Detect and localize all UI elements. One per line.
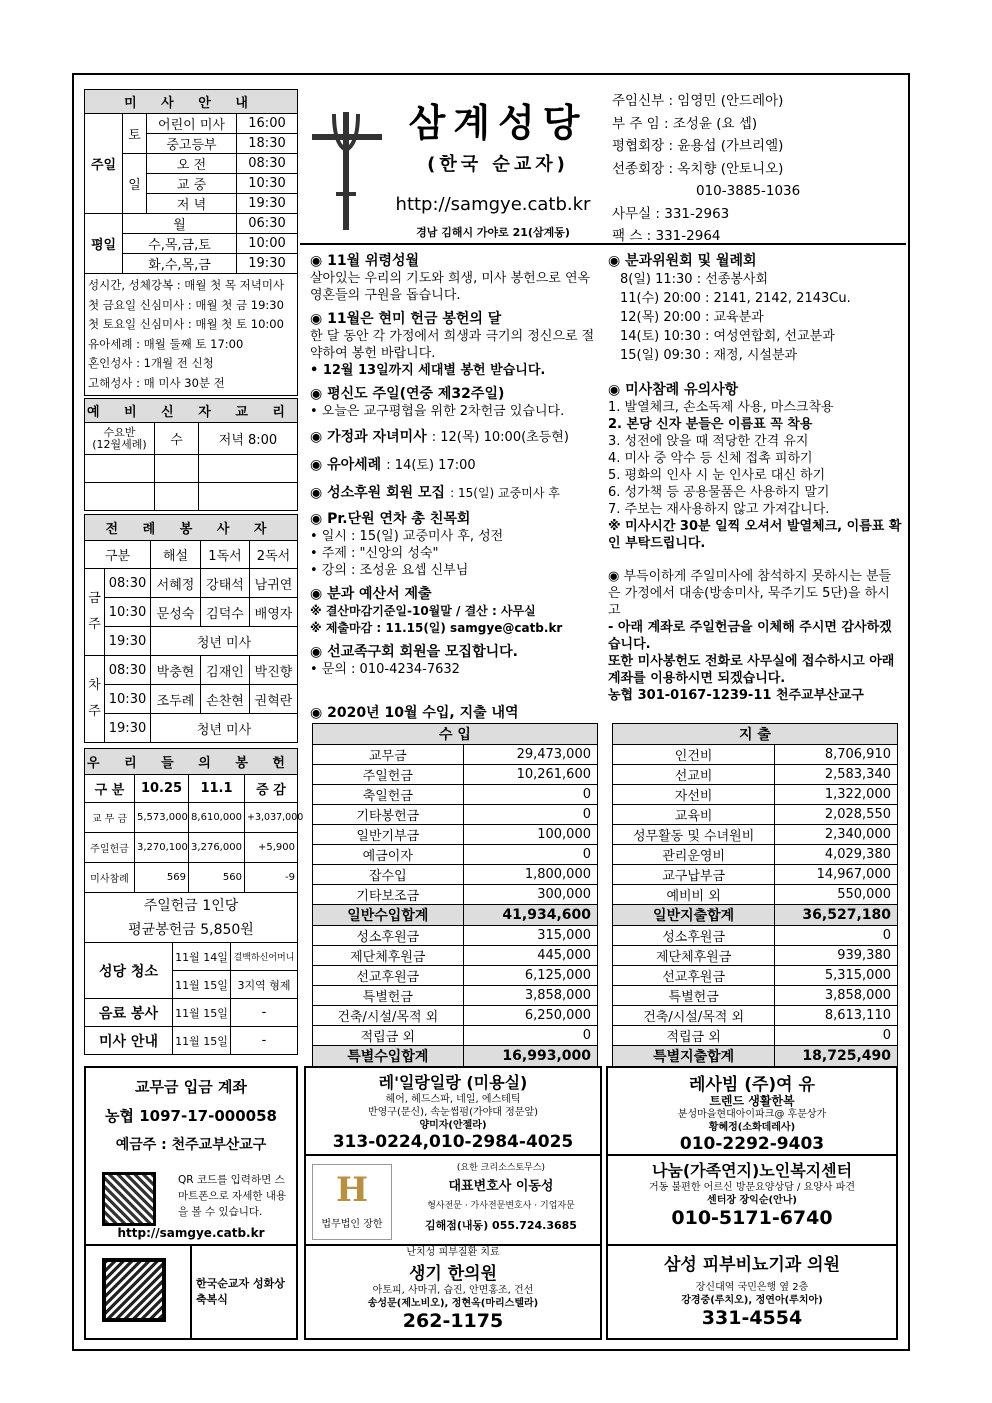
finance-item: 주일헌금 bbox=[313, 765, 464, 785]
col-head: 2독서 bbox=[250, 541, 298, 569]
ad-clinic bbox=[304, 1246, 602, 1340]
mass-name: 중고등부 bbox=[147, 134, 237, 154]
mass-time: 19:30 bbox=[237, 254, 298, 274]
server: 조두례 bbox=[151, 685, 201, 714]
finance-item: 선교후원금 bbox=[313, 966, 464, 986]
office-phone: 사무실 : 331-2963 bbox=[612, 205, 730, 222]
staff: 선종회장 : 옥치향 (안토니오) bbox=[612, 160, 784, 177]
caution-row: 3. 성전에 앉을 때 적당한 간격 유지 bbox=[608, 434, 809, 449]
ad-owner: 황혜정(소화데레사) bbox=[708, 1122, 796, 1133]
finance-amount: 3,858,000 bbox=[463, 986, 597, 1006]
law-logo-text: 법무법인 장한 bbox=[321, 1219, 383, 1230]
finance-item: 선교후원금 bbox=[613, 966, 775, 986]
notice-title: 11월은 현미 헌금 봉헌의 달 bbox=[327, 311, 502, 327]
qr-description: QR 코드를 입력하면 스마트폰으로 자세한 내용을 볼 수 있습니다. bbox=[178, 1174, 287, 1218]
server: 권혁란 bbox=[250, 685, 298, 714]
committee-row: 15(일) 09:30 : 재정, 시설분과 bbox=[620, 348, 798, 363]
account-number: 농협 1097-17-000058 bbox=[105, 1107, 277, 1125]
offering-value: 5,573,000 bbox=[135, 803, 189, 833]
ad-welfare bbox=[606, 1156, 898, 1246]
col-head: 증 감 bbox=[245, 775, 298, 803]
fax: 팩 스 : 331-2964 bbox=[612, 228, 721, 244]
finance-amount: 0 bbox=[775, 1026, 898, 1046]
mass-time: 10:30 bbox=[237, 174, 298, 194]
finance-amount: 550,000 bbox=[775, 885, 898, 905]
ad-desc: 헤어, 헤드스파, 네일, 에스테틱 bbox=[385, 1094, 521, 1105]
mass-time: 19:30 bbox=[237, 194, 298, 214]
finance-item: 기타봉헌금 bbox=[313, 805, 464, 825]
server: 남귀연 bbox=[250, 569, 298, 598]
server: 강태석 bbox=[201, 569, 250, 598]
notice-title: 평신도 주일(연중 제32주일) bbox=[327, 386, 505, 402]
mass-name: 어린이 미사 bbox=[147, 114, 237, 134]
time: 10:30 bbox=[105, 598, 151, 627]
server: 손찬현 bbox=[201, 685, 250, 714]
ad-law bbox=[304, 1156, 602, 1246]
qr-caption: 한국순교자 성화상 축복식 bbox=[196, 1277, 285, 1306]
finance-item: 성소후원금 bbox=[313, 926, 464, 946]
caution-title: 미사참례 유의사항 bbox=[625, 382, 739, 398]
ad-desc: 난치성 피부질환 치료 bbox=[406, 1247, 500, 1258]
notice-body: • 12월 13일까지 세대별 봉헌 받습니다. bbox=[310, 363, 546, 378]
finance-amount: 300,000 bbox=[463, 885, 597, 905]
finance-item: 일반지출합계 bbox=[613, 905, 775, 926]
income-head: 수 입 bbox=[313, 724, 598, 745]
notice-title: 성소후원 회원 모집 bbox=[327, 485, 446, 501]
col-head: 해설 bbox=[151, 541, 201, 569]
committee-row: 8(일) 11:30 : 선종봉사회 bbox=[620, 272, 769, 287]
server: 김재인 bbox=[201, 656, 250, 685]
staff: 부 주 임 : 조성윤 (요 셉) bbox=[612, 115, 758, 132]
finance-amount: 41,934,600 bbox=[463, 905, 597, 926]
note: 성시간, 성체강복 : 매월 첫 목 저녁미사 bbox=[88, 278, 285, 292]
committee-title: 분과위원회 및 월례회 bbox=[625, 253, 757, 269]
finance-amount: 939,380 bbox=[775, 946, 898, 966]
mass-time: 10:00 bbox=[237, 234, 298, 254]
notice-title: Pr.단원 연차 총 친목회 bbox=[327, 511, 471, 527]
class-time: 저녁 8:00 bbox=[199, 423, 298, 455]
finance-amount: 1,800,000 bbox=[463, 865, 597, 885]
notice-body: 살아있는 우리의 기도와 희생, 미사 봉헌으로 연옥 영혼들의 구원을 돕습니다. bbox=[310, 271, 591, 303]
cleaning-team: 3지역 형제 bbox=[231, 971, 298, 999]
finance-item: 특별헌금 bbox=[613, 986, 775, 1006]
committee-row: 12(목) 20:00 : 교육분과 bbox=[620, 310, 764, 325]
staff-phone: 010-3885-1036 bbox=[696, 183, 801, 199]
account-owner: 예금주 : 천주교부산교구 bbox=[115, 1137, 267, 1153]
mass-name: 월 bbox=[123, 214, 237, 234]
finance-amount: 6,125,000 bbox=[463, 966, 597, 986]
finance-amount: 2,028,550 bbox=[775, 805, 898, 825]
finance-amount: 0 bbox=[463, 1026, 597, 1046]
header-divider bbox=[300, 243, 906, 245]
caution-row: 4. 미사 중 악수 등 신체 접촉 피하기 bbox=[608, 451, 813, 466]
ad-desc: 장신대역 국민은행 옆 2층 bbox=[695, 1282, 809, 1293]
cleaning-date: 11월 15일 bbox=[173, 971, 231, 999]
cleaning-team: 걸백하신어머니 bbox=[231, 943, 298, 971]
finance-amount: 10,261,600 bbox=[463, 765, 597, 785]
church-name: 삼계성당 bbox=[408, 101, 588, 145]
notice-title: 11월 위령성월 bbox=[327, 253, 420, 269]
class-weekday: 수 bbox=[155, 423, 199, 455]
mass-name: 저 녁 bbox=[147, 194, 237, 214]
notice-body: • 문의 : 010-4234-7632 bbox=[310, 662, 460, 677]
drink-label: 음료 봉사 bbox=[85, 999, 173, 1027]
committee-row: 11(수) 20:00 : 2141, 2142, 2143Cu. bbox=[620, 291, 851, 306]
finance-item: 특별수입합계 bbox=[313, 1046, 464, 1067]
class-day: 수요반 bbox=[103, 425, 136, 439]
notice-body: : 14(토) 17:00 bbox=[386, 458, 476, 473]
finance-item: 예비비 외 bbox=[613, 885, 775, 905]
committee-row: 14(토) 10:30 : 여성연합회, 선교분과 bbox=[620, 329, 835, 344]
finance-item: 교육비 bbox=[613, 805, 775, 825]
sun-label: 일 bbox=[123, 154, 147, 214]
finance-item: 특별지출합계 bbox=[613, 1046, 775, 1067]
note: 첫 토요일 신심미사 : 매월 첫 토 10:00 bbox=[88, 317, 284, 331]
caution-row: 5. 평화의 인사 시 눈 인사로 대신 하기 bbox=[608, 468, 826, 483]
offering-value: 8,610,000 bbox=[189, 803, 245, 833]
mass-schedule bbox=[84, 89, 298, 396]
mass-time: 18:30 bbox=[237, 134, 298, 154]
ad-owner: 센터장 장익순(안나) bbox=[707, 1195, 797, 1206]
catechumen-title: 예 비 신 자 교 리 bbox=[85, 399, 298, 423]
server: 김덕수 bbox=[201, 598, 250, 627]
time: 10:30 bbox=[105, 685, 151, 714]
qr-code-icon[interactable] bbox=[102, 1172, 156, 1226]
server: 문성숙 bbox=[151, 598, 201, 627]
finance-item: 특별헌금 bbox=[313, 986, 464, 1006]
offering-change: +5,900 bbox=[245, 833, 298, 863]
qr-box bbox=[84, 1246, 298, 1340]
mass-name: 수,목,금,토 bbox=[123, 234, 237, 254]
finance-item: 교구납부금 bbox=[613, 865, 775, 885]
finance-amount: 6,250,000 bbox=[463, 1006, 597, 1026]
offering-change: -9 bbox=[245, 863, 298, 893]
finance-amount: 16,993,000 bbox=[463, 1046, 597, 1067]
ad-desc: 형사전문 · 가사전문변호사 · 기업자문 bbox=[427, 1201, 575, 1211]
time: 08:30 bbox=[105, 569, 151, 598]
finance-amount: 0 bbox=[775, 926, 898, 946]
offering-value: 569 bbox=[135, 863, 189, 893]
church-subtitle: (한국 순교자) bbox=[427, 154, 569, 175]
finance-amount: 445,000 bbox=[463, 946, 597, 966]
notice-body: : 12(목) 10:00(초등현) bbox=[431, 430, 569, 445]
finance-item: 건축/시설/목적 외 bbox=[313, 1006, 464, 1026]
ad-phone: 010-5171-6740 bbox=[671, 1207, 833, 1229]
notice-body: ※ 제출마감 : 11.15(일) samgye@catb.kr bbox=[310, 621, 563, 635]
note: 고해성사 : 매 미사 30분 전 bbox=[88, 375, 225, 390]
finance-item: 교무금 bbox=[313, 745, 464, 765]
ad-title: 레'일랑일랑 (미용실) bbox=[378, 1073, 528, 1092]
ad-title: 나눔(가족연지)노인복지센터 bbox=[651, 1161, 853, 1180]
ad-desc: 분성마을현대아이파크@ 후문상가 bbox=[677, 1109, 827, 1120]
finance-amount: 8,613,110 bbox=[775, 1006, 898, 1026]
finance-amount: 0 bbox=[463, 805, 597, 825]
finance-item: 일반기부금 bbox=[313, 825, 464, 845]
finance-item: 제단체후원금 bbox=[613, 946, 775, 966]
finance-amount: 14,967,000 bbox=[775, 865, 898, 885]
server: 배영자 bbox=[250, 598, 298, 627]
ad-phone: 313-0224,010-2984-4025 bbox=[332, 1132, 574, 1152]
offering-change: +3,037,000 bbox=[245, 803, 298, 833]
offering-row: 주일헌금 bbox=[85, 833, 135, 863]
caution-row: 1. 발열체크, 손소독제 사용, 마스크착용 bbox=[608, 400, 834, 415]
finance-amount: 18,725,490 bbox=[775, 1046, 898, 1067]
finance-amount: 2,340,000 bbox=[775, 825, 898, 845]
finance-amount: 8,706,910 bbox=[775, 745, 898, 765]
notice-body: • 오늘은 교구평협을 위한 2차헌금 있습니다. bbox=[310, 404, 565, 419]
ad-hanbok bbox=[606, 1066, 898, 1156]
online-notice: 또한 미사봉헌도 전화로 사무실에 접수하시고 아래 계좌를 이용하시면 되겠습니다. bbox=[608, 654, 895, 686]
finance-amount: 100,000 bbox=[463, 825, 597, 845]
ad-phone: 010-2292-9403 bbox=[679, 1134, 825, 1154]
mass-name: 오 전 bbox=[147, 154, 237, 174]
ad-title: 생기 한의원 bbox=[408, 1264, 498, 1284]
offering-value: 3,276,000 bbox=[189, 833, 245, 863]
finance-amount: 1,322,000 bbox=[775, 785, 898, 805]
time: 19:30 bbox=[105, 627, 151, 656]
offering-row: 교 무 금 bbox=[85, 803, 135, 833]
expense-head: 지 출 bbox=[613, 724, 898, 745]
finance-amount: 36,527,180 bbox=[775, 905, 898, 926]
col-head: 11.1 bbox=[189, 775, 245, 803]
offering-row: 미사참례 bbox=[85, 863, 135, 893]
ad-dermatology bbox=[606, 1246, 898, 1340]
mass-name: 화,수,목,금 bbox=[123, 254, 237, 274]
finance-item: 일반수입합계 bbox=[313, 905, 464, 926]
finance-amount: 315,000 bbox=[463, 926, 597, 946]
notice-title: 선교족구회 회원을 모집합니다. bbox=[327, 644, 518, 660]
guide-team: - bbox=[231, 1027, 298, 1055]
finance-item: 제단체후원금 bbox=[313, 946, 464, 966]
time: 08:30 bbox=[105, 656, 151, 685]
ad-desc: (요한 크리소스토무스) bbox=[456, 1163, 546, 1173]
caution-row: 2. 본당 신자 분들은 이름표 꼭 착용 bbox=[608, 417, 813, 432]
finance-item: 기타보조금 bbox=[313, 885, 464, 905]
right-notices: ◉ 분과위원회 및 월례회 8(일) 11:30 : 선종봉사회 11(수) 20:00 : 2141, 2142, 2143Cu. 12(목) 20:00 : 교육분과 14(토) 10:30 : 여성연합회, 선교분과 15(일) 09:30 : 재정, 시설분과 ◉ 미사참례 유의사항 1. 발열체크, 손소독제 사용, 마스크착용 2. 본당 신자 분들은 이름표 꼭 착용 3. 성전에 앉을 때 적당한 간격 유지 4. 미사 중 악수 등 신체 접촉 피하기 5. 평화의 인사 시 눈 인사로 대신 하기 6. 성가책 등 공용물품은 사용하지 말기 7. 주보는 재사용하지 않고 가져갑니다. ※ 미사시간 30분 일찍 오셔서 발열체크, 이름표 확인 부탁드립니다. ◉ 부득이하게 주일미사에 참석하지 못하시는 분들은 가정에서 대송(방송미사, 묵주기도 5단)을 하시고 - 아래 계좌로 주일헌금을 이체해 주시면 감사하겠습니다. 또한 미사봉헌도 전화로 사무실에 접수하시고 아래 계좌를 이용하시면 되겠습니다. 농협 301-0167-1239-11 천주교부산교구 bbox=[608, 253, 902, 703]
staff-list bbox=[612, 90, 902, 248]
notice-title: 유아세례 bbox=[327, 457, 382, 473]
staff: 주임신부 : 임영민 (안드레아) bbox=[612, 93, 784, 109]
avg-line1: 주일헌금 1인당 bbox=[143, 897, 239, 914]
church-address: 경남 김해시 가야로 21(삼계동) bbox=[416, 226, 570, 239]
youth-mass: 청년 미사 bbox=[151, 714, 298, 743]
caution-note: ※ 미사시간 30분 일찍 오셔서 발열체크, 이름표 확인 부탁드립니다. bbox=[608, 519, 902, 551]
notice-title: 가정과 자녀미사 bbox=[327, 429, 427, 445]
notice-body: ※ 결산마감기준일-10월말 / 결산 : 사무실 bbox=[310, 604, 536, 618]
time: 19:30 bbox=[105, 714, 151, 743]
finance-amount: 5,315,000 bbox=[775, 966, 898, 986]
finance-item: 건축/시설/목적 외 bbox=[613, 1006, 775, 1026]
notice-title: 분과 예산서 제출 bbox=[327, 586, 432, 602]
site-url[interactable]: http://samgye.catb.kr bbox=[117, 1226, 265, 1240]
ad-phone: 262-1175 bbox=[402, 1310, 504, 1332]
offering-value: 3,270,100 bbox=[135, 833, 189, 863]
income-table bbox=[312, 723, 598, 1067]
col-head: 1독서 bbox=[201, 541, 250, 569]
notice-body: 한 달 동안 각 가정에서 희생과 극기의 정신으로 절약하여 봉헌 바랍니다. bbox=[310, 329, 595, 361]
offering-table bbox=[84, 748, 304, 1055]
server: 박진향 bbox=[250, 656, 298, 685]
note: 첫 금요일 신심미사 : 매월 첫 금 19:30 bbox=[88, 297, 284, 312]
server: 박충현 bbox=[151, 656, 201, 685]
finance-item: 인건비 bbox=[613, 745, 775, 765]
finance-item: 성무활동 및 수녀원비 bbox=[613, 825, 775, 845]
drink-team: - bbox=[231, 999, 298, 1027]
note: 유아세례 : 매월 둘째 토 17:00 bbox=[88, 336, 244, 351]
ad-desc: 거동 불편한 어르신 방문요양상담 / 요양사 파견 bbox=[649, 1182, 855, 1193]
caution-row: 7. 주보는 재사용하지 않고 가져갑니다. bbox=[608, 502, 830, 517]
note: 혼인성사 : 1개월 전 신청 bbox=[88, 356, 214, 370]
ad-desc: 아토피, 사마귀, 습진, 안면홍조, 건선 bbox=[372, 1285, 534, 1296]
ad-owner: 강경중(루치오), 정연아(루치아) bbox=[681, 1295, 823, 1306]
avg-line2: 평균봉헌금 5,850원 bbox=[128, 921, 254, 938]
finance-item: 자선비 bbox=[613, 785, 775, 805]
sat-label: 토 bbox=[123, 114, 147, 154]
ad-salon bbox=[304, 1066, 602, 1156]
next-week: 차주 bbox=[85, 656, 105, 743]
account-box bbox=[84, 1066, 298, 1246]
ad-desc: 반영구(문신), 속눈썹펌(가야대 정문앞) bbox=[367, 1107, 539, 1118]
mass-notes bbox=[84, 274, 298, 396]
sunday-label: 주일 bbox=[85, 114, 123, 214]
caution-row: 6. 성가책 등 공용물품은 사용하지 말기 bbox=[608, 485, 830, 500]
col-head: 구분 bbox=[85, 541, 151, 569]
notice-body: • 주제 : "신앙의 성숙" bbox=[310, 546, 439, 561]
offering-title: 우 리 들 의 봉 헌 bbox=[85, 749, 298, 775]
notice-body: : 15(일) 교중미사 후 bbox=[450, 486, 560, 500]
ad-owner: 송성문(제노비오), 정현옥(마리스텔라) bbox=[367, 1298, 539, 1309]
cleaning-date: 11월 14일 bbox=[173, 943, 231, 971]
finance-item: 선교비 bbox=[613, 765, 775, 785]
finance-amount: 0 bbox=[463, 845, 597, 865]
ad-phone: 331-4554 bbox=[701, 1307, 803, 1329]
staff: 평협회장 : 윤용섭 (가브리엘) bbox=[612, 138, 784, 154]
church-url[interactable]: http://samgye.catb.kr bbox=[395, 194, 591, 215]
online-notice: ◉ 부득이하게 주일미사에 참석하지 못하시는 분들은 가정에서 대송(방송미사, 묵주기도 5단)을 하시고 bbox=[608, 569, 892, 618]
ad-title: 레사빔 (주)여 유 bbox=[689, 1075, 815, 1095]
finance-item: 잡수입 bbox=[313, 865, 464, 885]
bank-account: 농협 301-0167-1239-11 천주교부산교구 bbox=[608, 688, 864, 703]
finance-amount: 3,858,000 bbox=[775, 986, 898, 1006]
guide-label: 미사 안내 bbox=[85, 1027, 173, 1055]
finance-amount: 4,029,380 bbox=[775, 845, 898, 865]
drink-date: 11월 15일 bbox=[173, 999, 231, 1027]
finance-item: 예금이자 bbox=[313, 845, 464, 865]
server: 서혜정 bbox=[151, 569, 201, 598]
catechumen-class bbox=[84, 398, 298, 511]
col-head: 구 분 bbox=[85, 775, 135, 803]
finance-item: 축일헌금 bbox=[313, 785, 464, 805]
mass-time: 06:30 bbox=[237, 214, 298, 234]
cross-logo bbox=[310, 104, 384, 232]
finance-item: 적립금 외 bbox=[313, 1026, 464, 1046]
mass-name: 교 중 bbox=[147, 174, 237, 194]
finance-item: 적립금 외 bbox=[613, 1026, 775, 1046]
account-title: 교무금 입금 계좌 bbox=[135, 1078, 247, 1096]
offering-value: 560 bbox=[189, 863, 245, 893]
mass-title: 미 사 안 내 bbox=[85, 90, 298, 114]
weekday-label: 평일 bbox=[85, 214, 123, 274]
finance-title: 2020년 10월 수입, 지출 내역 bbox=[327, 705, 519, 721]
online-notice: - 아래 계좌로 주일헌금을 이체해 주시면 감사하겠습니다. bbox=[608, 620, 892, 652]
col-head: 10.25 bbox=[135, 775, 189, 803]
guide-date: 11월 15일 bbox=[173, 1027, 231, 1055]
notices: ◉ 11월 위령성월 살아있는 우리의 기도와 희생, 미사 봉헌으로 연옥 영혼들의 구원을 돕습니다. ◉ 11월은 현미 헌금 봉헌의 달 한 달 동안 각 가정에서 희생과 극기의 정신으로 절약하여 봉헌 바랍니다. • 12월 13일까지 세대별 봉헌 받습니다. ◉ 평신도 주일(연중 제32주일) • 오늘은 교구평협을 위한 2차헌금 있습니다. ◉ 가정과 자녀미사 : 12(목) 10:00(초등현) ◉ 유아세례 : 14(토) 17:00 ◉ 성소후원 회원 모집 : 15(일) 교중미사 후 ◉ Pr.단원 연차 총 친목회 • 일시 : 15(일) 교중미사 후, 성전 • 주제 : "신앙의 성숙" • 강의 : 조성윤 요셉 신부님 ◉ 분과 예산서 제출 ※ 결산마감기준일-10월말 / 결산 : 사무실 ※ 제출마감 : 11.15(일) samgye@catb.kr ◉ 선교족구회 회원을 모집합니다. • 문의 : 010-4234-7632 bbox=[310, 250, 598, 678]
qr-code-icon[interactable] bbox=[102, 1258, 166, 1322]
mass-time: 08:30 bbox=[237, 154, 298, 174]
finance-amount: 2,583,340 bbox=[775, 765, 898, 785]
cleaning-label: 성당 청소 bbox=[85, 943, 173, 999]
law-logo-icon: H 법무법인 장한 bbox=[312, 1164, 392, 1240]
mass-time: 16:00 bbox=[237, 114, 298, 134]
ad-title: 삼성 피부비뇨기과 의원 bbox=[663, 1255, 841, 1275]
finance-item: 성소후원금 bbox=[613, 926, 775, 946]
liturgy-servers bbox=[84, 514, 298, 743]
expense-table bbox=[612, 723, 898, 1067]
notice-body: • 강의 : 조성윤 요셉 신부님 bbox=[310, 563, 469, 578]
youth-mass: 청년 미사 bbox=[151, 627, 298, 656]
ad-desc: 트렌드 생활한복 bbox=[709, 1094, 795, 1108]
finance-item: 관리운영비 bbox=[613, 845, 775, 865]
ad-owner: 양미자(안젤라) bbox=[419, 1120, 487, 1131]
class-note: (12월세례) bbox=[92, 437, 147, 451]
ad-title: 대표변호사 이동성 bbox=[448, 1179, 554, 1194]
servers-title: 전 례 봉 사 자 bbox=[85, 515, 298, 541]
finance-amount: 0 bbox=[463, 785, 597, 805]
finance-amount: 29,473,000 bbox=[463, 745, 597, 765]
ad-phone: 김해점(내동) 055.724.3685 bbox=[425, 1219, 577, 1232]
notice-body: • 일시 : 15(일) 교중미사 후, 성전 bbox=[310, 529, 504, 544]
this-week: 금주 bbox=[85, 569, 105, 656]
